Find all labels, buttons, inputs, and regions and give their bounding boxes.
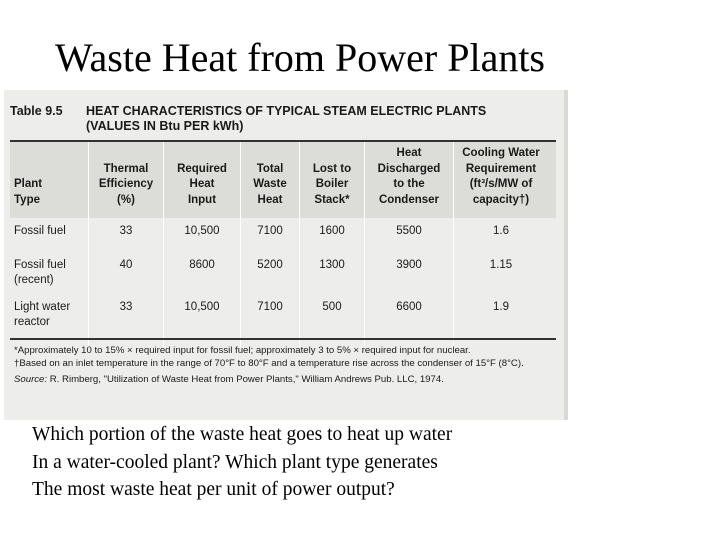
table-cell: 7100: [241, 218, 300, 252]
table-cell: 1600: [300, 218, 365, 252]
column-header-total-waste-heat: Total Waste Heat: [241, 142, 300, 218]
heat-characteristics-table: [10, 142, 548, 348]
question-line-3: The most waste heat per unit of power output?: [32, 479, 395, 500]
table-cell: 5500: [365, 218, 454, 252]
table-cell: 5200: [241, 252, 300, 294]
table-title-line1: HEAT CHARACTERISTICS OF TYPICAL STEAM ELECTRIC PLANTS: [86, 104, 487, 118]
row-label: Light water reactor: [14, 301, 71, 328]
table-title-line2: (VALUES IN Btu PER kWh): [86, 119, 244, 133]
table-cell: 1300: [300, 252, 365, 294]
table-cell: 33: [89, 294, 164, 348]
table-cell: 7100: [241, 294, 300, 348]
footnote-boiler-stack: *Approximately 10 to 15% × required input for fossil fuel; approximately 3 to 5% × required input for nuclear.: [14, 345, 471, 356]
table-row-fossil-fuel: [10, 218, 548, 252]
table-footnotes: [14, 344, 550, 386]
row-label: Fossil fuel: [14, 225, 66, 237]
table-cell: 8600: [164, 252, 241, 294]
table-caption: [10, 104, 486, 134]
question-line-1: Which portion of the waste heat goes to heat up water: [32, 424, 453, 445]
table-cell: 3900: [365, 252, 454, 294]
table-number: Table 9.5: [10, 104, 63, 118]
discussion-question: [32, 421, 452, 504]
table-source: Source: R. Rimberg, "Utilization of Waste Heat from Power Plants," William Andrews Pub. LLC, 1974.: [14, 374, 444, 385]
table-cell: 10,500: [164, 218, 241, 252]
column-header-heat-discharged: Heat Discharged to the Condenser: [365, 142, 454, 218]
slide-title: Waste Heat from Power Plants: [55, 35, 545, 80]
table-header-row: [10, 142, 548, 218]
table-bottom-rule: [10, 338, 556, 340]
table-cell: 1.15: [454, 252, 549, 294]
footnote-cooling-water: †Based on an inlet temperature in the range of 70°F to 80°F and a temperature rise across the condenser of 15°F (8°C).: [14, 358, 524, 369]
table-cell: 40: [89, 252, 164, 294]
column-header-lost-to-boiler-stack: Lost to Boiler Stack*: [300, 142, 365, 218]
table-row-fossil-fuel-recent: [10, 252, 548, 294]
table-cell: 10,500: [164, 294, 241, 348]
column-header-thermal-efficiency: Thermal Efficiency (%): [89, 142, 164, 218]
column-header-cooling-water: Cooling Water Requirement (ft³/s/MW of capacity†): [454, 142, 549, 218]
table-cell: 500: [300, 294, 365, 348]
question-line-2: In a water-cooled plant? Which plant type generates: [32, 451, 438, 473]
table-row-light-water-reactor: [10, 294, 548, 348]
table-cell: 33: [89, 218, 164, 252]
table-cell: 1.6: [454, 218, 549, 252]
column-header-required-heat-input: Required Heat Input: [164, 142, 241, 218]
scanned-table-image: [4, 90, 568, 420]
table-cell: 6600: [365, 294, 454, 348]
table-cell: 1.9: [454, 294, 549, 348]
row-label: Fossil fuel (recent): [14, 259, 66, 286]
column-header-plant-type: Plant Type: [14, 178, 43, 206]
